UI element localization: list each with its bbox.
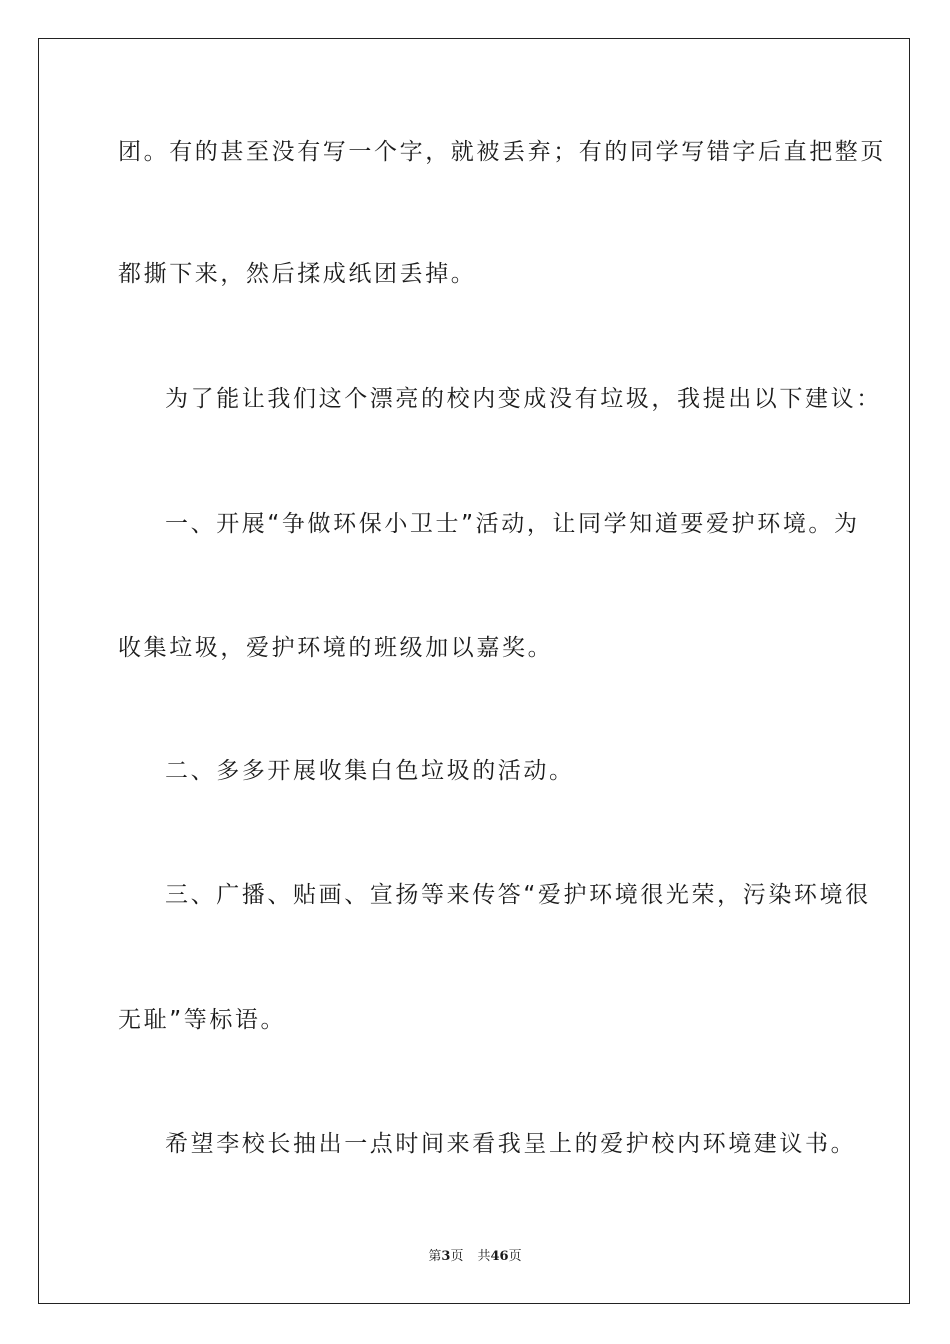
body-text-line: 三、广播、贴画、宣扬等来传答“爱护环境很光荣，污染环境很 [165,882,871,908]
page-suffix: 页 [450,1249,464,1264]
body-text-line: 希望李校长抽出一点时间来看我呈上的爱护校内环境建议书。 [165,1131,857,1157]
body-text-line: 无耻”等标语。 [118,1007,287,1033]
total-prefix: 共 [477,1249,491,1264]
body-text-line: 二、多多开展收集白色垃圾的活动。 [165,758,575,784]
body-text-line: 都撕下来，然后揉成纸团丢掉。 [118,261,477,287]
body-text-line: 一、开展“争做环保小卫士”活动，让同学知道要爱护环境。为 [165,511,860,537]
total-suffix: 页 [508,1249,522,1264]
body-text-line: 团。有的甚至没有写一个字，就被丢弃；有的同学写错字后直把整页 [118,139,886,165]
page-number: 3 [441,1249,451,1264]
page-footer [0,1248,950,1266]
total-pages: 46 [490,1249,509,1264]
page-prefix: 第 [428,1249,442,1264]
page-border [38,38,910,1304]
body-text-line: 为了能让我们这个漂亮的校内变成没有垃圾，我提出以下建议： [165,386,882,412]
body-text-line: 收集垃圾，爱护环境的班级加以嘉奖。 [118,635,554,661]
